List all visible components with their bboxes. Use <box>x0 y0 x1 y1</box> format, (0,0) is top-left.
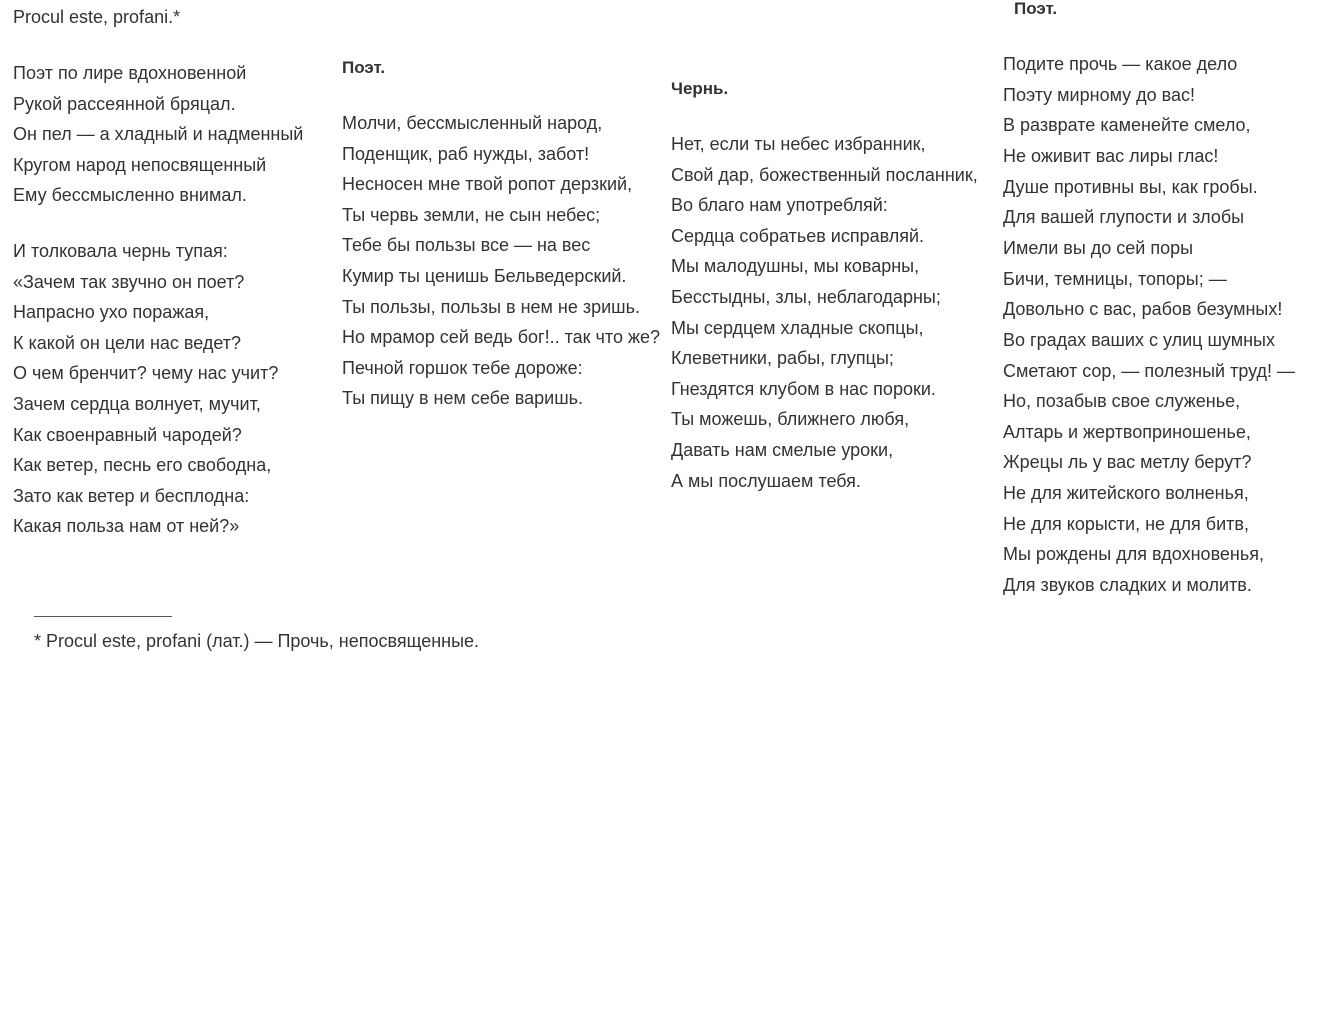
verse-line: Нет, если ты небес избранник, <box>671 134 926 154</box>
verse-line: Зачем сердца волнует, мучит, <box>13 394 261 414</box>
verse-line: Ты пользы, пользы в нем не зришь. <box>342 296 640 317</box>
verse-line: Душе противны вы, как гробы. <box>1003 176 1258 197</box>
verse-line: Мы малодушны, мы коварны, <box>671 256 920 277</box>
verse-line: Ты червь земли, не сын небес; <box>342 204 601 225</box>
verse-line: Кругом народ непосвященный <box>13 154 267 175</box>
verse-line: Во благо нам употребляй: <box>671 195 888 216</box>
verse-line: Как ветер, песнь его свободна, <box>13 455 272 476</box>
verse-line: Для вашей глупости и злобы <box>1003 207 1245 228</box>
verse-line: Сердца собратьев исправляй. <box>671 225 925 246</box>
verse-line: Как своенравный чародей? <box>13 424 242 445</box>
verse-line: Для звуков сладких и молитв. <box>1003 575 1252 596</box>
verse-line: Клеветники, рабы, глупцы; <box>671 348 894 369</box>
verse-line: Рукой рассеянной бряцал. <box>13 93 236 114</box>
verse-line: Поэт по лире вдохновенной <box>13 63 247 83</box>
verse-line: Свой дар, божественный посланник, <box>671 164 978 185</box>
verse-line: Какая польза нам от ней?» <box>13 516 240 537</box>
verse-line: Ты пищу в нем себе варишь. <box>342 388 584 409</box>
verse-line: Печной горшок тебе дороже: <box>342 357 583 378</box>
verse-line: Тебе бы пользы все — на вес <box>342 235 591 256</box>
verse-line: Но, позабыв свое служенье, <box>1003 391 1241 412</box>
verse-line: Во градах ваших с улиц шумных <box>1003 329 1275 350</box>
verse-line: Гнездятся клубом в нас пороки. <box>671 378 936 399</box>
verse-line: Бесстыдны, злы, неблагодарны; <box>671 287 941 307</box>
footnote: * Procul este, profani (лат.) — Прочь, непосвященные. <box>34 631 480 651</box>
verse-line: Не для корысти, не для битв, <box>1003 513 1249 534</box>
verse-line: Несносен мне твой ропот дерзкий, <box>342 174 633 195</box>
epigraph: Procul este, profani.* <box>13 7 181 27</box>
verse-line: К какой он цели нас ведет? <box>13 332 242 353</box>
verse-line: Давать нам смелые уроки, <box>671 440 894 460</box>
verse-line: Ты можешь, ближнего любя, <box>671 409 910 430</box>
verse-line: Но мрамор сей ведь бог!.. так что же? <box>342 327 661 348</box>
verse-line: Не для житейского волненья, <box>1003 483 1249 504</box>
verse-line: Жрецы ль у вас метлу берут? <box>1003 452 1252 473</box>
verse-line: Напрасно ухо поражая, <box>13 302 210 323</box>
verse-line: Подите прочь — какое дело <box>1003 54 1238 74</box>
verse-line: Бичи, темницы, топоры; — <box>1003 268 1227 289</box>
footnote-divider <box>34 616 172 617</box>
verse-line: Довольно с вас, рабов безумных! <box>1003 299 1283 320</box>
verse-line: Он пел — а хладный и надменный <box>13 124 304 144</box>
verse-line: А мы послушаем тебя. <box>671 470 861 491</box>
verse-line: Алтарь и жертвоприношенье, <box>1003 421 1251 442</box>
verse-line: И толковала чернь тупая: <box>13 241 228 261</box>
verse-line: Кумир ты ценишь Бельведерский. <box>342 266 627 286</box>
verse-line: Поэту мирному до вас! <box>1003 84 1196 105</box>
verse-line: Поденщик, раб нужды, забот! <box>342 143 590 164</box>
verse-line: Сметают сор, — полезный труд! — <box>1003 360 1296 381</box>
verse-line: Молчи, бессмысленный народ, <box>342 113 603 133</box>
verse-line: О чем бренчит? чему нас учит? <box>13 363 279 384</box>
speaker-heading: Поэт. <box>342 58 386 77</box>
verse-line: Мы сердцем хладные скопцы, <box>671 317 924 338</box>
verse-line: В разврате каменейте смело, <box>1003 115 1251 136</box>
verse-line: «Зачем так звучно он поет? <box>13 271 245 292</box>
verse-line: Зато как ветер и бесплодна: <box>13 485 250 506</box>
verse-line: Мы рождены для вдохновенья, <box>1003 544 1264 565</box>
speaker-heading: Поэт. <box>1014 0 1058 18</box>
verse-line: Не оживит вас лиры глас! <box>1003 145 1219 166</box>
verse-line: Имели вы до сей поры <box>1003 237 1194 258</box>
speaker-heading: Чернь. <box>671 79 729 98</box>
verse-line: Ему бессмысленно внимал. <box>13 185 247 205</box>
